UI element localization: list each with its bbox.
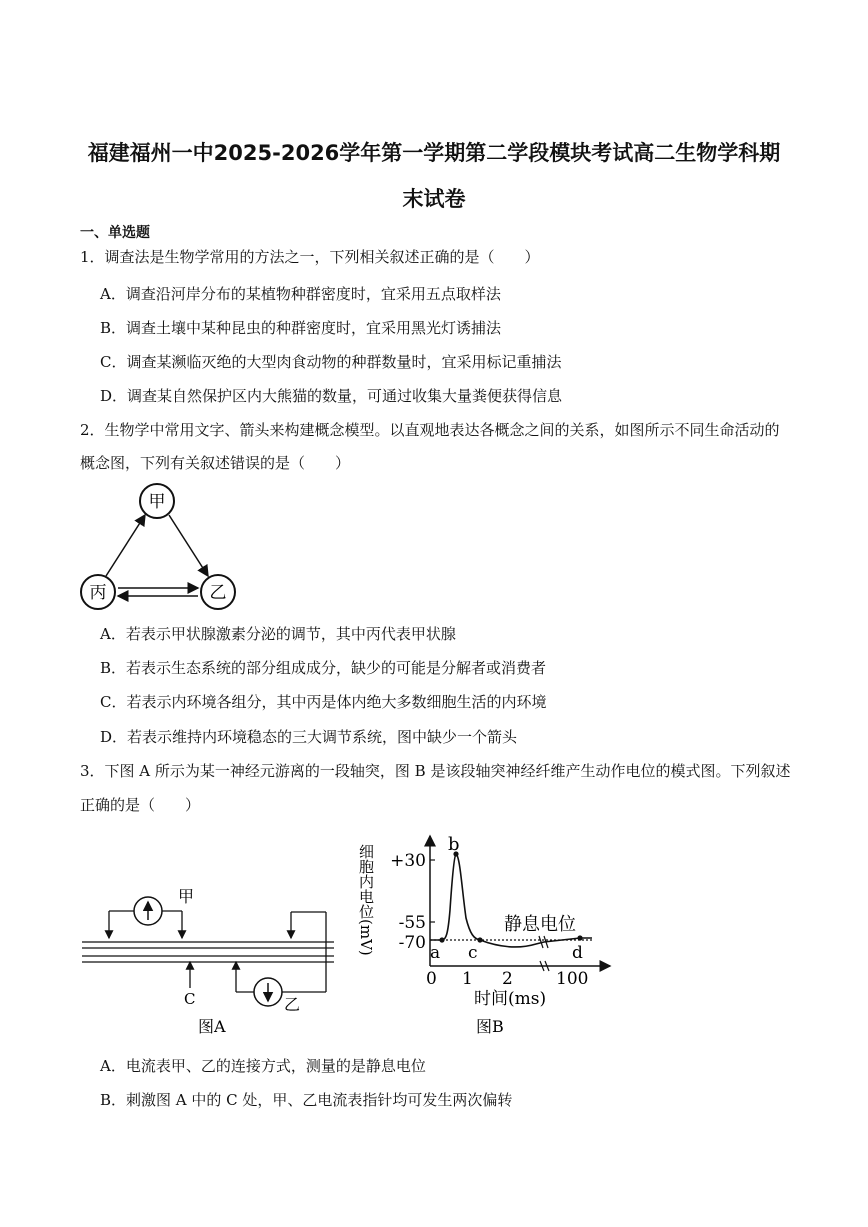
q1-option-a: A．调查沿河岸分布的某植物种群密度时，宜采用五点取样法 bbox=[100, 285, 501, 303]
q2-option-a: A．若表示甲状腺激素分泌的调节，其中丙代表甲状腺 bbox=[100, 625, 456, 643]
x-tick-1: 1 bbox=[462, 969, 473, 989]
q3-stem-line1: 3．下图 A 所示为某一神经元游离的一段轴突，图 B 是该段轴突神经纤维产生动作电位的模式图。下列叙述 bbox=[80, 762, 791, 780]
point-a: a bbox=[430, 943, 441, 963]
ammeter-yi-label: 乙 bbox=[284, 995, 301, 1014]
y-tick-plus30: +30 bbox=[390, 851, 426, 871]
figure-b-caption: 图B bbox=[476, 1017, 504, 1036]
q2-stem-line1: 2．生物学中常用文字、箭头来构建概念模型。以直观地表达各概念之间的关系，如图所示不同生命活动的 bbox=[80, 421, 780, 439]
arrow-jia-to-yi bbox=[169, 515, 208, 576]
resting-potential-label: 静息电位 bbox=[504, 914, 576, 935]
q1-option-d: D．调查某自然保护区内大熊猫的数量，可通过收集大量粪便获得信息 bbox=[100, 387, 563, 405]
q3-stem-line2: 正确的是（ ） bbox=[80, 796, 201, 814]
arrow-bing-to-jia bbox=[106, 515, 145, 576]
q1-option-b: B．调查土壤中某种昆虫的种群密度时，宜采用黑光灯诱捕法 bbox=[100, 319, 502, 337]
x-tick-100: 100 bbox=[556, 969, 589, 989]
q3-figure-b bbox=[346, 830, 626, 1040]
x-tick-0: 0 bbox=[426, 969, 437, 989]
q2-option-c: C．若表示内环境各组分，其中丙是体内绝大多数细胞生活的内环境 bbox=[100, 693, 547, 711]
node-yi-label: 乙 bbox=[209, 583, 227, 603]
y-axis-label: 细胞内电位(mV) bbox=[357, 844, 375, 956]
q2-stem-line2: 概念图，下列有关叙述错误的是（ ） bbox=[80, 454, 351, 472]
q3-figure-a bbox=[76, 880, 346, 1040]
q2-concept-diagram bbox=[76, 482, 256, 612]
ammeter-jia-label: 甲 bbox=[178, 887, 195, 906]
figure-a-caption: 图A bbox=[198, 1017, 226, 1036]
node-jia-label: 甲 bbox=[148, 492, 166, 512]
y-tick-minus70: -70 bbox=[398, 933, 426, 953]
exam-title-line1: 福建福州一中2025-2026学年第一学期第二学段模块考试高二生物学科期 bbox=[87, 141, 781, 165]
q1-option-c: C．调查某濒临灭绝的大型肉食动物的种群数量时，宜采用标记重捕法 bbox=[100, 353, 562, 371]
point-c: c bbox=[468, 943, 478, 963]
section-heading: 一、单选题 bbox=[80, 225, 150, 241]
x-tick-2: 2 bbox=[502, 969, 513, 989]
point-d: d bbox=[572, 943, 583, 963]
q3-option-b: B．刺激图 A 中的 C 处，甲、乙电流表指针均可发生两次偏转 bbox=[100, 1091, 513, 1109]
q2-option-b: B．若表示生态系统的部分组成成分，缺少的可能是分解者或消费者 bbox=[100, 659, 547, 677]
node-bing-label: 丙 bbox=[89, 583, 107, 603]
exam-title-line2: 末试卷 bbox=[402, 187, 466, 211]
y-tick-minus55: -55 bbox=[398, 913, 426, 933]
x-axis-label: 时间(ms) bbox=[474, 989, 547, 1009]
q2-option-d: D．若表示维持内环境稳态的三大调节系统，图中缺少一个箭头 bbox=[100, 728, 518, 746]
q3-option-a: A．电流表甲、乙的连接方式，测量的是静息电位 bbox=[100, 1057, 426, 1075]
point-b: b bbox=[448, 834, 460, 855]
stimulus-point-c: C bbox=[184, 990, 196, 1008]
q1-stem: 1．调查法是生物学常用的方法之一，下列相关叙述正确的是（ ） bbox=[80, 248, 540, 266]
